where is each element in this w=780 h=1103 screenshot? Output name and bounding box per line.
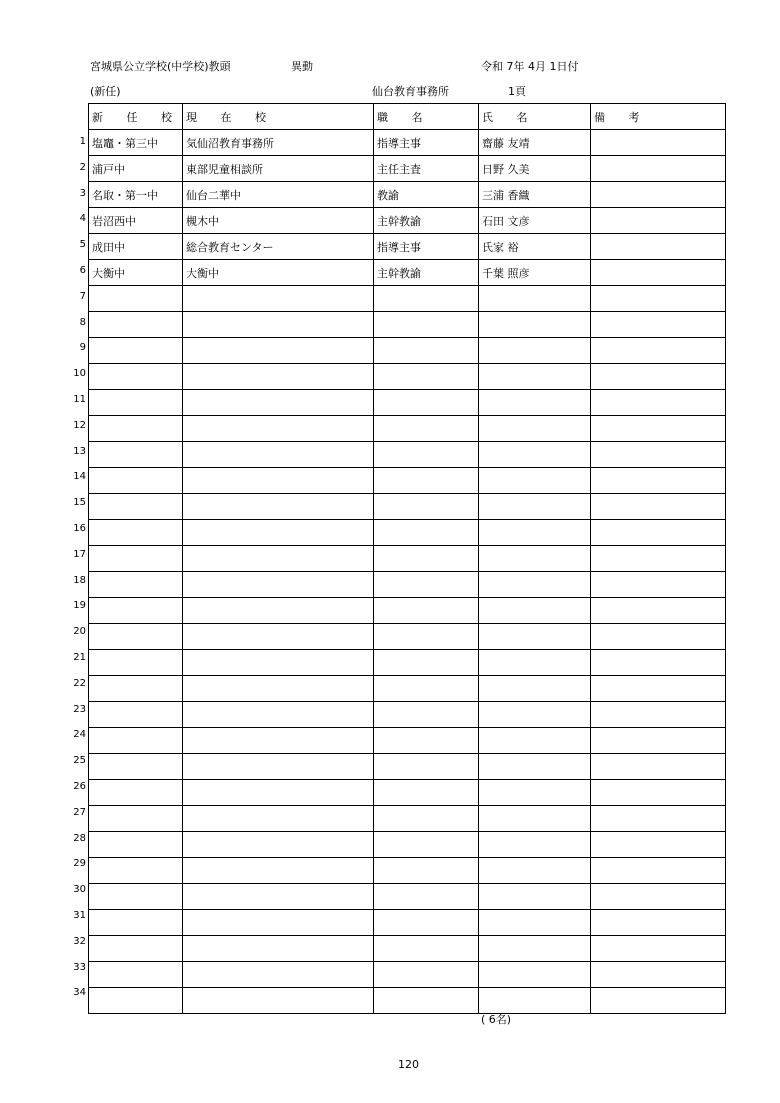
cell-name: 日野 久美 — [479, 156, 591, 182]
row-number: 19 — [73, 600, 86, 612]
col-remarks: 備 考 — [591, 104, 726, 130]
row-number: 2 — [79, 161, 86, 173]
table-row — [89, 520, 726, 546]
cell-remarks — [591, 416, 726, 442]
cell-name — [479, 598, 591, 624]
cell-new-school — [89, 650, 183, 676]
row-number: 23 — [73, 703, 86, 715]
cell-current-school — [183, 572, 374, 598]
cell-title — [374, 338, 479, 364]
table-row — [89, 806, 726, 832]
total-count: ( 6名) — [481, 1013, 512, 1026]
table-row — [89, 910, 726, 936]
cell-new-school — [89, 806, 183, 832]
cell-title — [374, 312, 479, 338]
row-number: 3 — [79, 187, 86, 199]
table-row — [89, 780, 726, 806]
table-row — [89, 650, 726, 676]
cell-title — [374, 988, 479, 1014]
cell-name — [479, 286, 591, 312]
cell-title — [374, 598, 479, 624]
cell-name — [479, 962, 591, 988]
cell-name — [479, 312, 591, 338]
cell-remarks — [591, 520, 726, 546]
cell-new-school — [89, 702, 183, 728]
row-number: 6 — [79, 264, 86, 276]
row-number-column — [64, 129, 86, 1006]
table-row — [89, 858, 726, 884]
row-number: 31 — [73, 909, 86, 921]
row-number: 30 — [73, 884, 86, 896]
cell-current-school — [183, 442, 374, 468]
cell-new-school — [89, 494, 183, 520]
cell-current-school: 仙台二華中 — [183, 182, 374, 208]
cell-name — [479, 364, 591, 390]
cell-new-school — [89, 624, 183, 650]
table-row — [89, 936, 726, 962]
cell-name — [479, 494, 591, 520]
table-row — [89, 546, 726, 572]
cell-remarks — [591, 650, 726, 676]
table-row — [89, 832, 726, 858]
cell-title — [374, 858, 479, 884]
table-row — [89, 182, 726, 208]
cell-title — [374, 468, 479, 494]
cell-new-school — [89, 520, 183, 546]
row-number: 8 — [79, 316, 86, 328]
cell-name — [479, 650, 591, 676]
cell-name: 氏家 裕 — [479, 234, 591, 260]
cell-title: 主任主査 — [374, 156, 479, 182]
row-number: 10 — [73, 368, 86, 380]
cell-new-school — [89, 364, 183, 390]
cell-new-school — [89, 598, 183, 624]
cell-current-school — [183, 286, 374, 312]
table-row — [89, 364, 726, 390]
row-number: 27 — [73, 806, 86, 818]
cell-name — [479, 546, 591, 572]
row-number: 26 — [73, 780, 86, 792]
cell-new-school — [89, 832, 183, 858]
cell-new-school — [89, 572, 183, 598]
cell-remarks — [591, 208, 726, 234]
table-row — [89, 234, 726, 260]
cell-current-school — [183, 806, 374, 832]
table-row — [89, 754, 726, 780]
table-row — [89, 598, 726, 624]
cell-title — [374, 442, 479, 468]
cell-current-school: 東部児童相談所 — [183, 156, 374, 182]
cell-remarks — [591, 858, 726, 884]
cell-title — [374, 546, 479, 572]
cell-remarks — [591, 754, 726, 780]
col-title: 職 名 — [374, 104, 479, 130]
row-number: 14 — [73, 471, 86, 483]
cell-current-school — [183, 858, 374, 884]
cell-current-school — [183, 832, 374, 858]
cell-remarks — [591, 598, 726, 624]
cell-name — [479, 702, 591, 728]
cell-new-school — [89, 416, 183, 442]
row-number: 16 — [73, 522, 86, 534]
table-row — [89, 260, 726, 286]
cell-remarks — [591, 910, 726, 936]
cell-new-school — [89, 936, 183, 962]
page-number: 120 — [398, 1058, 419, 1071]
document-title: 宮城県公立学校(中学校)教頭 — [90, 60, 231, 73]
cell-new-school — [89, 676, 183, 702]
cell-remarks — [591, 702, 726, 728]
cell-title — [374, 416, 479, 442]
row-number: 21 — [73, 651, 86, 663]
cell-title — [374, 884, 479, 910]
cell-new-school — [89, 780, 183, 806]
cell-new-school — [89, 286, 183, 312]
table-row — [89, 572, 726, 598]
cell-title: 教諭 — [374, 182, 479, 208]
cell-name — [479, 624, 591, 650]
row-number: 24 — [73, 729, 86, 741]
table-row — [89, 338, 726, 364]
cell-current-school — [183, 910, 374, 936]
cell-name — [479, 416, 591, 442]
cell-name — [479, 884, 591, 910]
cell-title — [374, 286, 479, 312]
cell-new-school — [89, 390, 183, 416]
table-header-row — [89, 104, 726, 130]
cell-current-school — [183, 962, 374, 988]
cell-name — [479, 338, 591, 364]
cell-new-school — [89, 468, 183, 494]
row-number: 32 — [73, 935, 86, 947]
table-row — [89, 286, 726, 312]
cell-remarks — [591, 260, 726, 286]
cell-name — [479, 858, 591, 884]
cell-remarks — [591, 156, 726, 182]
cell-remarks — [591, 312, 726, 338]
cell-title — [374, 780, 479, 806]
cell-current-school — [183, 338, 374, 364]
col-new-school: 新 任 校 — [89, 104, 183, 130]
cell-title: 指導主事 — [374, 130, 479, 156]
row-number: 1 — [79, 136, 86, 147]
table-row — [89, 728, 726, 754]
cell-name — [479, 442, 591, 468]
cell-new-school — [89, 988, 183, 1014]
cell-name — [479, 780, 591, 806]
cell-name — [479, 806, 591, 832]
cell-title — [374, 390, 479, 416]
cell-remarks — [591, 832, 726, 858]
row-number: 15 — [73, 497, 86, 509]
cell-current-school — [183, 988, 374, 1014]
row-number: 13 — [73, 445, 86, 457]
cell-remarks — [591, 572, 726, 598]
row-number: 29 — [73, 858, 86, 870]
cell-current-school — [183, 676, 374, 702]
row-number: 4 — [79, 213, 86, 225]
cell-title — [374, 624, 479, 650]
cell-name — [479, 572, 591, 598]
cell-new-school — [89, 754, 183, 780]
cell-current-school — [183, 884, 374, 910]
cell-remarks — [591, 676, 726, 702]
cell-new-school — [89, 858, 183, 884]
cell-name — [479, 988, 591, 1014]
cell-title — [374, 494, 479, 520]
row-number: 17 — [73, 548, 86, 560]
col-name: 氏 名 — [479, 104, 591, 130]
cell-name — [479, 728, 591, 754]
cell-name: 齋藤 友靖 — [479, 130, 591, 156]
cell-name — [479, 754, 591, 780]
cell-remarks — [591, 286, 726, 312]
cell-current-school — [183, 416, 374, 442]
row-number: 22 — [73, 677, 86, 689]
cell-remarks — [591, 468, 726, 494]
table-row — [89, 676, 726, 702]
cell-current-school — [183, 312, 374, 338]
page-label: 1頁 — [508, 85, 526, 98]
table-row — [89, 208, 726, 234]
cell-name — [479, 520, 591, 546]
cell-name — [479, 468, 591, 494]
cell-name: 千葉 照彦 — [479, 260, 591, 286]
cell-remarks — [591, 624, 726, 650]
cell-new-school — [89, 312, 183, 338]
cell-current-school — [183, 754, 374, 780]
cell-new-school — [89, 884, 183, 910]
cell-current-school — [183, 468, 374, 494]
cell-current-school — [183, 650, 374, 676]
cell-current-school — [183, 780, 374, 806]
cell-current-school — [183, 702, 374, 728]
table-row — [89, 416, 726, 442]
cell-current-school — [183, 364, 374, 390]
table-row — [89, 390, 726, 416]
cell-current-school: 大衡中 — [183, 260, 374, 286]
cell-new-school — [89, 728, 183, 754]
cell-title — [374, 754, 479, 780]
cell-current-school — [183, 494, 374, 520]
cell-remarks — [591, 234, 726, 260]
cell-title: 主幹教諭 — [374, 208, 479, 234]
row-number: 33 — [73, 961, 86, 973]
cell-name: 三浦 香織 — [479, 182, 591, 208]
cell-title — [374, 936, 479, 962]
cell-current-school: 総合教育センター — [183, 234, 374, 260]
row-number: 11 — [73, 393, 86, 405]
row-number: 9 — [79, 342, 86, 354]
col-current-school: 現 在 校 — [183, 104, 374, 130]
cell-current-school — [183, 390, 374, 416]
cell-remarks — [591, 806, 726, 832]
cell-remarks — [591, 130, 726, 156]
table-row — [89, 988, 726, 1014]
effective-date: 令和 7年 4月 1日付 — [481, 60, 579, 73]
row-number: 20 — [73, 626, 86, 638]
table-row — [89, 884, 726, 910]
cell-remarks — [591, 988, 726, 1014]
cell-new-school — [89, 546, 183, 572]
cell-remarks — [591, 780, 726, 806]
cell-new-school: 岩沼西中 — [89, 208, 183, 234]
table-row — [89, 468, 726, 494]
personnel-table — [88, 103, 726, 1014]
cell-current-school — [183, 936, 374, 962]
cell-name — [479, 676, 591, 702]
cell-title — [374, 832, 479, 858]
cell-remarks — [591, 728, 726, 754]
table-row — [89, 702, 726, 728]
cell-remarks — [591, 962, 726, 988]
cell-new-school — [89, 442, 183, 468]
cell-remarks — [591, 936, 726, 962]
row-number: 34 — [73, 987, 86, 999]
cell-new-school — [89, 910, 183, 936]
cell-title — [374, 728, 479, 754]
cell-new-school — [89, 962, 183, 988]
table-row — [89, 312, 726, 338]
cell-new-school — [89, 338, 183, 364]
document-subtitle: (新任) — [90, 85, 121, 98]
cell-name — [479, 936, 591, 962]
cell-title — [374, 650, 479, 676]
cell-title — [374, 676, 479, 702]
cell-title — [374, 702, 479, 728]
cell-current-school — [183, 546, 374, 572]
cell-current-school — [183, 624, 374, 650]
table-row — [89, 130, 726, 156]
cell-name: 石田 文彦 — [479, 208, 591, 234]
cell-current-school — [183, 598, 374, 624]
cell-title: 主幹教諭 — [374, 260, 479, 286]
cell-remarks — [591, 884, 726, 910]
office-name: 仙台教育事務所 — [372, 85, 449, 98]
cell-new-school: 大衡中 — [89, 260, 183, 286]
row-number: 12 — [73, 419, 86, 431]
cell-title — [374, 806, 479, 832]
cell-current-school: 気仙沼教育事務所 — [183, 130, 374, 156]
cell-new-school: 名取・第一中 — [89, 182, 183, 208]
table-row — [89, 442, 726, 468]
cell-name — [479, 910, 591, 936]
cell-title — [374, 520, 479, 546]
row-number: 28 — [73, 832, 86, 844]
table-row — [89, 494, 726, 520]
cell-current-school — [183, 520, 374, 546]
cell-title — [374, 910, 479, 936]
cell-new-school: 成田中 — [89, 234, 183, 260]
cell-name — [479, 390, 591, 416]
cell-remarks — [591, 442, 726, 468]
cell-remarks — [591, 390, 726, 416]
cell-name — [479, 832, 591, 858]
cell-remarks — [591, 494, 726, 520]
row-number: 7 — [79, 290, 86, 302]
cell-remarks — [591, 546, 726, 572]
cell-new-school: 浦戸中 — [89, 156, 183, 182]
table-row — [89, 624, 726, 650]
cell-title — [374, 962, 479, 988]
cell-current-school: 槻木中 — [183, 208, 374, 234]
cell-new-school: 塩竈・第三中 — [89, 130, 183, 156]
table-row — [89, 156, 726, 182]
cell-title — [374, 364, 479, 390]
cell-remarks — [591, 182, 726, 208]
row-number: 5 — [79, 239, 86, 251]
row-number: 18 — [73, 574, 86, 586]
row-number: 25 — [73, 755, 86, 767]
cell-current-school — [183, 728, 374, 754]
cell-title: 指導主事 — [374, 234, 479, 260]
cell-remarks — [591, 338, 726, 364]
cell-remarks — [591, 364, 726, 390]
table-row — [89, 962, 726, 988]
category-label: 異動 — [291, 60, 313, 73]
cell-title — [374, 572, 479, 598]
